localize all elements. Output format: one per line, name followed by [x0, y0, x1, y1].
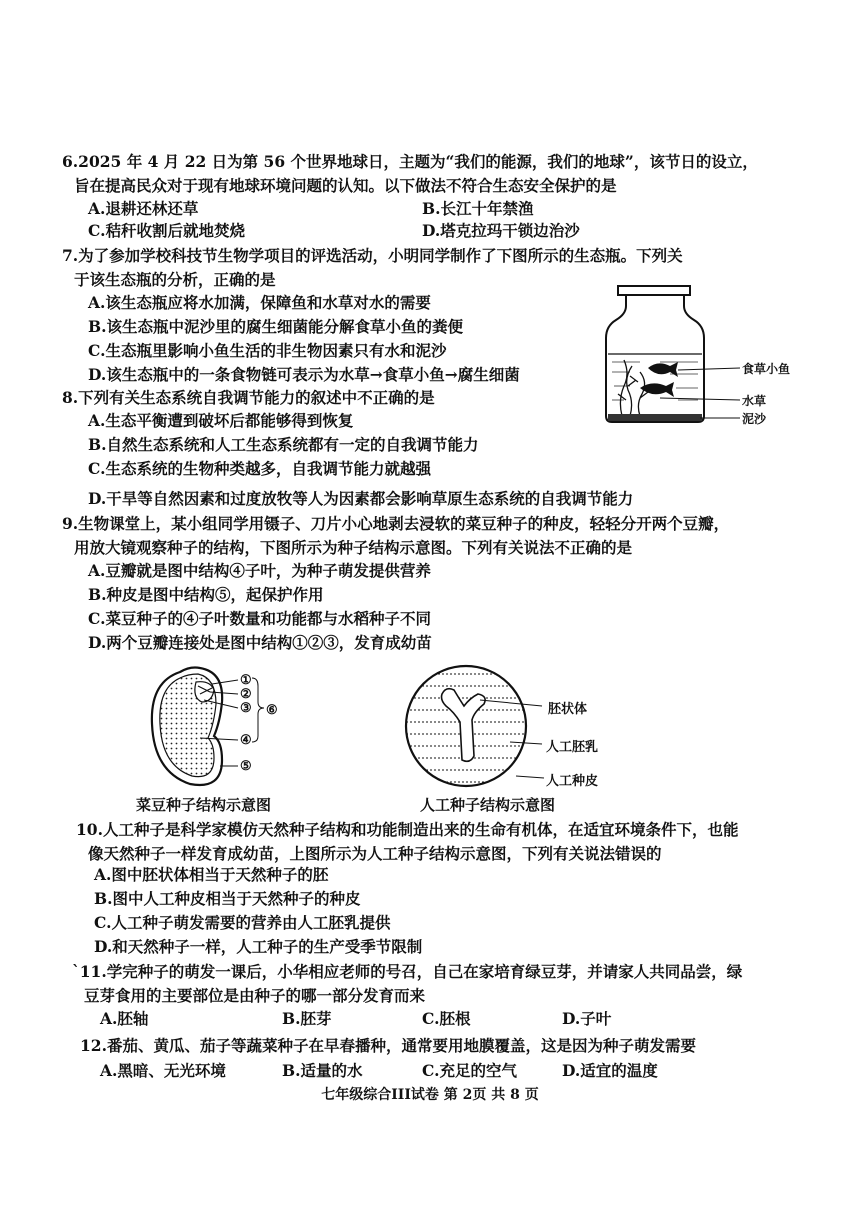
question-7-line-2: 于该生态瓶的分析，正确的是 — [74, 270, 276, 289]
leader-coat — [516, 776, 544, 778]
q9-option-b: B.种皮是图中结构⑤，起保护作用 — [88, 585, 324, 604]
bottle-lid — [618, 286, 690, 295]
question-6-line-2: 旨在提高民众对于现有地球环境问题的认知。以下做法不符合生态安全保护的是 — [74, 176, 617, 195]
q9-option-d: D.两个豆瓣连接处是图中结构①②③，发育成幼苗 — [88, 633, 432, 652]
label-embryoid: 胚状体 — [548, 702, 588, 717]
question-11 — [72, 960, 792, 1008]
bean-seed-figure — [140, 662, 290, 792]
artificial-seed-caption: 人工种子结构示意图 — [420, 796, 556, 814]
bean-seed-caption: 菜豆种子结构示意图 — [136, 796, 272, 814]
q11-option-d: D.子叶 — [562, 1009, 612, 1028]
sand-layer — [608, 414, 702, 421]
q6-option-a: A.退耕还林还草 — [88, 199, 199, 218]
q12-option-d: D.适宜的温度 — [562, 1061, 658, 1080]
question-7-line-1: 7.为了参加学校科技节生物学项目的评选活动，小明同学制作了下图所示的生态瓶。下列关 — [62, 246, 683, 265]
q9-option-a: A.豆瓣就是图中结构④子叶，为种子萌发提供营养 — [88, 561, 431, 580]
question-10-line-2: 像天然种子一样发育成幼苗，上图所示为人工种子结构示意图，下列有关说法错误的 — [88, 844, 662, 863]
bean-label-1: ① — [240, 673, 252, 688]
q10-option-b: B.图中人工种皮相当于天然种子的种皮 — [94, 889, 361, 908]
q12-option-a: A.黑暗、无光环境 — [100, 1061, 226, 1080]
bean-label-2: ② — [240, 687, 252, 702]
bean-label-5: ⑤ — [240, 759, 252, 774]
question-6-line-1: 6.2025 年 4 月 22 日为第 56 个世界地球日，主题为“我们的能源，我们的地球”，该节日的设立， — [62, 152, 758, 171]
label-herbivore-fish: 食草小鱼 — [742, 362, 791, 376]
q12-option-b: B.适量的水 — [282, 1061, 363, 1080]
question-6 — [62, 150, 782, 198]
label-artificial-coat: 人工种皮 — [546, 774, 599, 789]
leader-endosperm — [510, 742, 542, 744]
question-9-line-1: 9.生物课堂上，某小组同学用镊子、刀片小心地剥去浸软的菜豆种子的种皮，轻轻分开两个豆瓣， — [62, 514, 730, 533]
question-8 — [62, 386, 782, 410]
q8-option-b: B.自然生态系统和人工生态系统都有一定的自我调节能力 — [88, 435, 479, 454]
q9-option-c: C.菜豆种子的④子叶数量和功能都与水稻种子不同 — [88, 609, 431, 628]
q10-option-d: D.和天然种子一样，人工种子的生产受季节限制 — [94, 937, 423, 956]
q12-option-c: C.充足的空气 — [422, 1061, 517, 1080]
label-artificial-endosperm: 人工胚乳 — [546, 740, 599, 755]
q7-option-b: B.该生态瓶中泥沙里的腐生细菌能分解食草小鱼的粪便 — [88, 317, 463, 336]
bean-label-4: ④ — [240, 733, 252, 748]
bean-label-6: ⑥ — [266, 703, 278, 718]
page-footer: 七年级综合III试卷 第 2页 共 8 页 — [321, 1087, 539, 1103]
q11-option-b: B.胚芽 — [282, 1009, 332, 1028]
q7-option-d: D.该生态瓶中的一条食物链可表示为水草→食草小鱼→腐生细菌 — [88, 365, 520, 384]
q6-option-d: D.塔克拉玛干锁边治沙 — [422, 221, 580, 240]
question-12-line-1: 12.番茄、黄瓜、茄子等蔬菜种子在早春播种，通常要用地膜覆盖，这是因为种子萌发需要 — [80, 1036, 696, 1055]
question-9-line-2: 用放大镜观察种子的结构，下图所示为种子结构示意图。下列有关说法不正确的是 — [74, 538, 633, 557]
question-10 — [76, 818, 796, 866]
q11-option-c: C.胚根 — [422, 1009, 471, 1028]
q8-option-c: C.生态系统的生物种类越多，自我调节能力就越强 — [88, 459, 431, 478]
q10-option-c: C.人工种子萌发需要的营养由人工胚乳提供 — [94, 913, 391, 932]
question-8-line-1: 8.下列有关生态系统自我调节能力的叙述中不正确的是 — [62, 388, 435, 407]
leader-embryoid — [480, 700, 542, 706]
artificial-seed-figure — [398, 660, 558, 794]
question-10-line-1: 10.人工种子是科学家模仿天然种子结构和功能制造出来的生命有机体，在适宜环境条件下，也能 — [76, 820, 739, 839]
question-12 — [80, 1034, 800, 1058]
label-water-grass: 水草 — [742, 394, 767, 408]
q8-option-d: D.干旱等自然因素和过度放牧等人为因素都会影响草原生态系统的自我调节能力 — [88, 489, 634, 508]
label-sand: 泥沙 — [742, 412, 767, 426]
q8-option-a: A.生态平衡遭到破坏后都能够得到恢复 — [88, 411, 354, 430]
question-11-line-1: `11.学完种子的萌发一课后，小华相应老师的号召，自己在家培育绿豆芽，并请家人共同品尝，绿 — [72, 962, 743, 981]
q10-option-a: A.图中胚状体相当于天然种子的胚 — [94, 865, 329, 884]
embryoid — [442, 689, 486, 762]
q7-option-c: C.生态瓶里影响小鱼生活的非生物因素只有水和泥沙 — [88, 341, 447, 360]
leader-fish — [678, 368, 740, 370]
q6-option-b: B.长江十年禁渔 — [422, 199, 534, 218]
q6-option-c: C.秸秆收割后就地焚烧 — [88, 221, 245, 240]
q7-option-a: A.该生态瓶应将水加满，保障鱼和水草对水的需要 — [88, 293, 431, 312]
question-9 — [62, 512, 782, 560]
question-11-line-2: 豆芽食用的主要部位是由种子的哪一部分发育而来 — [84, 986, 426, 1005]
q11-option-a: A.胚轴 — [100, 1009, 149, 1028]
bean-label-3: ③ — [240, 701, 252, 716]
